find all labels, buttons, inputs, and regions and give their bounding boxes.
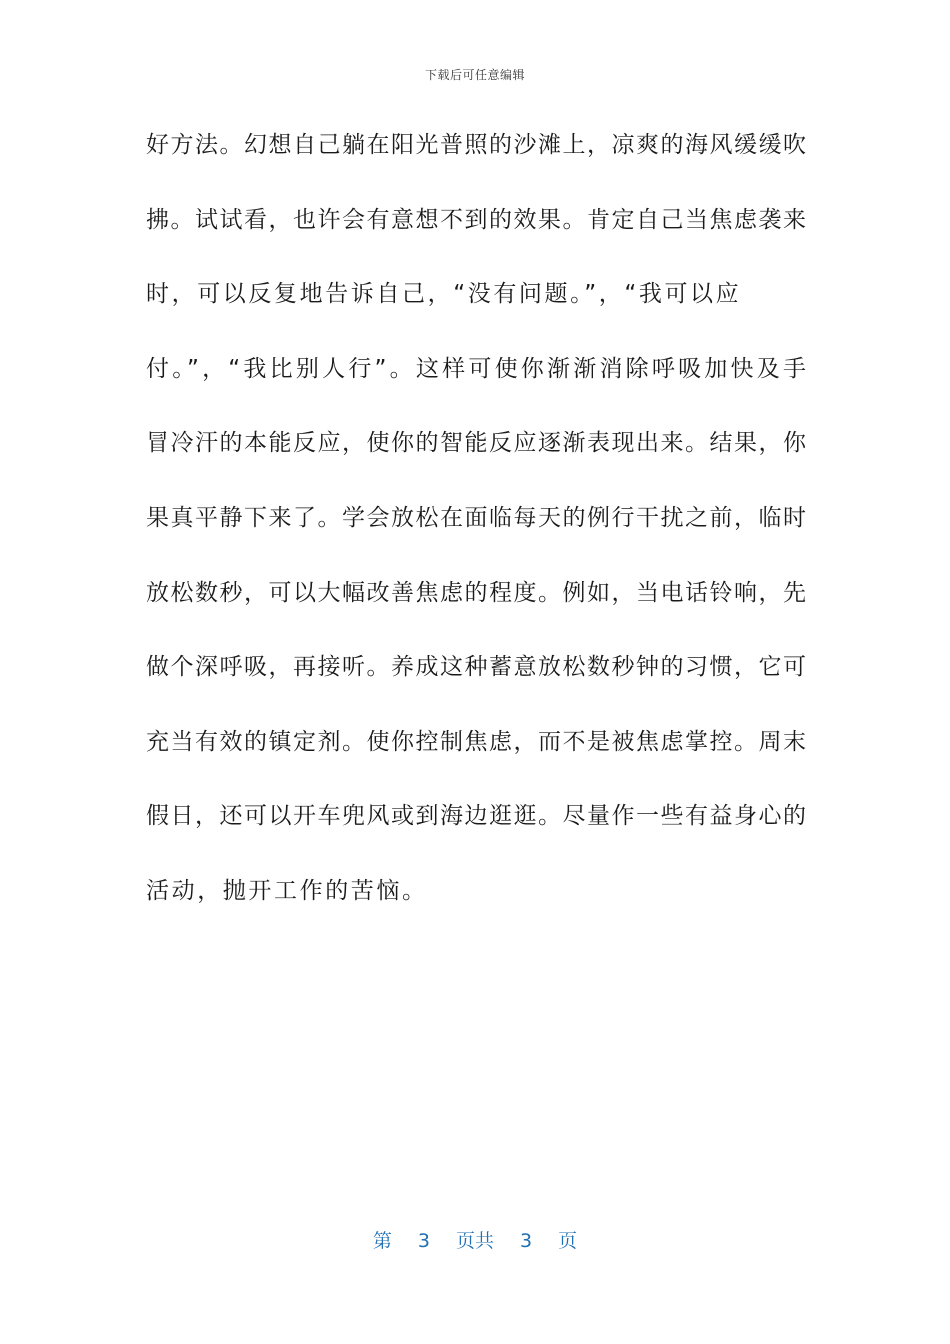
body-line-5: 冒冷汗的本能反应，使你的智能反应逐渐表现出来。结果，你 — [146, 430, 806, 457]
footer-total-pages: 3 — [520, 1230, 533, 1252]
body-line-1: 好方法。幻想自己躺在阳光普照的沙滩上，凉爽的海风缓缓吹 — [146, 132, 806, 158]
body-line-6: 果真平静下来了。学会放松在面临每天的例行干扰之前，临时 — [146, 504, 806, 531]
footer-label-ye: 页 — [558, 1230, 578, 1252]
document-body — [146, 120, 806, 941]
body-line-10: 假日，还可以开车兜风或到海边逛逛。尽量作一些有益身心的 — [146, 803, 806, 830]
footer-label-di: 第 — [372, 1230, 392, 1252]
body-line-11: 活动，抛开工作的苦恼。 — [146, 877, 428, 904]
footer-label-ye-gong: 页共 — [455, 1230, 494, 1252]
body-line-7: 放松数秒，可以大幅改善焦虑的程度。例如，当电话铃响，先 — [146, 579, 806, 606]
body-line-9: 充当有效的镇定剂。使你控制焦虑，而不是被焦虑掌控。周末 — [146, 728, 806, 755]
page-footer — [0, 1226, 950, 1253]
footer-current-page: 3 — [417, 1230, 430, 1252]
body-line-2: 拂。试试看，也许会有意想不到的效果。肯定自己当焦虑袭来 — [146, 206, 806, 233]
page-header: 下载后可任意编辑 — [424, 68, 525, 82]
body-line-3: 时，可以反复地告诉自己，“没有问题。”，“我可以应 — [146, 281, 742, 308]
body-line-4: 付。”，“我比别人行”。这样可使你渐渐消除呼吸加快及手 — [146, 355, 806, 382]
body-line-8: 做个深呼吸，再接听。养成这种蓄意放松数秒钟的习惯，它可 — [146, 654, 806, 681]
